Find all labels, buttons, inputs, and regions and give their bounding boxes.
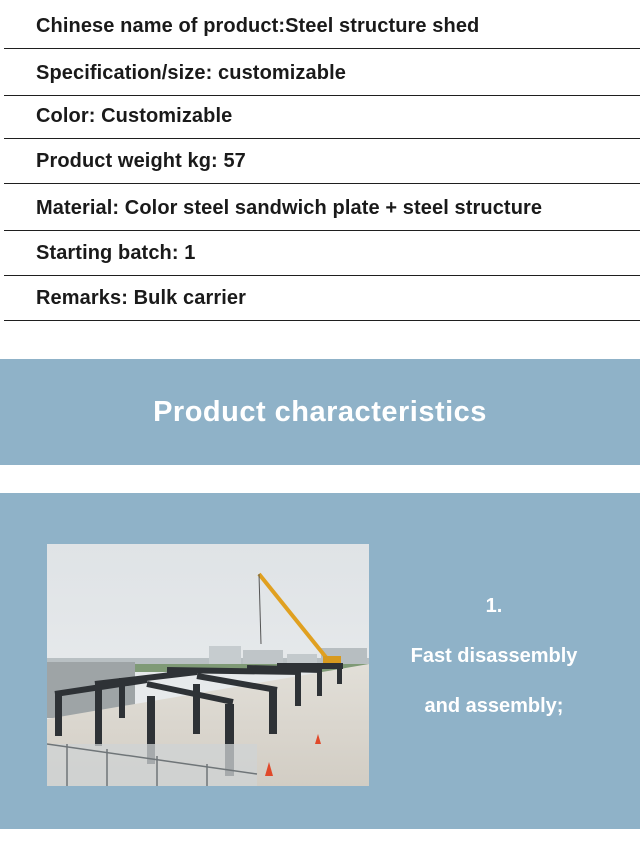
- section-banner: [0, 359, 640, 465]
- spec-text: Specification/size: customizable: [36, 62, 346, 84]
- feature-panel: [0, 493, 640, 829]
- spec-text: Material: Color steel sandwich plate + steel structure: [36, 197, 543, 219]
- feature-text: [390, 581, 598, 731]
- feature-number: 1.: [485, 595, 503, 617]
- spec-row-weight: [4, 139, 640, 184]
- spec-row-color: [4, 94, 640, 139]
- spec-text: Product weight kg: 57: [36, 150, 246, 172]
- feature-line-1: Fast disassembly: [410, 645, 578, 667]
- spec-row-starting-batch: [4, 231, 640, 276]
- spec-text: Color: Customizable: [36, 105, 233, 127]
- steel-frame-photo: [47, 544, 369, 786]
- spec-text: Chinese name of product:Steel structure shed: [36, 15, 480, 37]
- spec-text: Starting batch: 1: [36, 242, 196, 264]
- feature-line-2: and assembly;: [424, 695, 564, 717]
- spec-row-material: [4, 186, 640, 231]
- spec-row-chinese-name: [4, 4, 640, 49]
- section-title: Product characteristics: [153, 395, 487, 428]
- spec-row-specification: [4, 51, 640, 96]
- spec-text: Remarks: Bulk carrier: [36, 287, 246, 309]
- spec-row-remarks: [4, 276, 640, 321]
